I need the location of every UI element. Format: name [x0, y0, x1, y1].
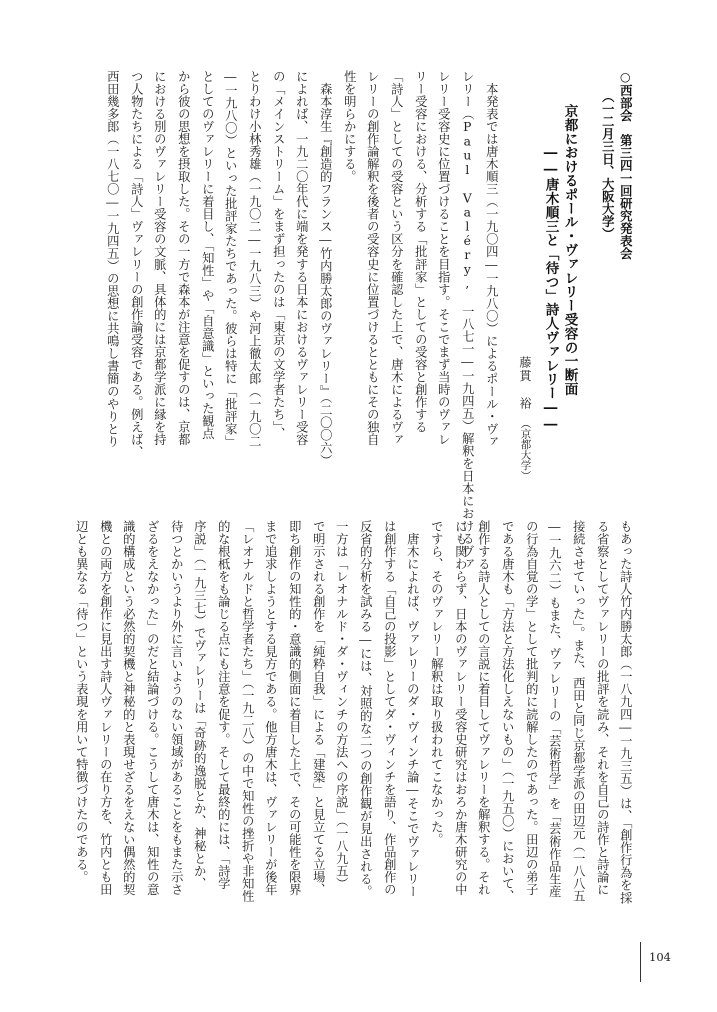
body-line: から彼の思想を摂取した。その一方で森本が注意を促すのは、京都 — [176, 70, 191, 446]
body-line: もあった詩人竹内勝太郎（一八九四―一九三五）は、「創作行為を採 — [618, 520, 633, 904]
page-number-rule — [640, 942, 641, 982]
body-line: 待つとかいうより外に言いようのない領域があることをもまた示さ — [169, 520, 184, 896]
body-line: レリー（Paul Valéry, 一八七一―一九四五）解釈を日本におけるヴァ — [460, 70, 475, 570]
body-line: としてのヴァレリーに着目し、「知性」や「自意識」といった観点 — [200, 70, 215, 440]
body-line: の「メインストリーム」をまず担ったのは「東京の文学者たち」、 — [271, 70, 286, 440]
body-line: レリーの創作論解釈を後者の受容史に位置づけるとともにその独自 — [365, 70, 380, 446]
body-line: 接続させていった」。また、西田と同じ京都学派の田辺元（一八八五 — [571, 520, 586, 903]
author-name: 藤貫 裕 — [518, 356, 532, 411]
body-line: における別のヴァレリー受容の文脈、具体的には京都学派に縁を持 — [152, 70, 167, 446]
body-line: ―一九八〇）といった批評家たちであった。彼らは特に「批評家」 — [223, 70, 238, 448]
body-line: レリー受容史に位置づけることを目指す。そこでまず当時のヴァレ — [436, 70, 451, 446]
body-line: の行為自覚の学」として批判的に読解したのであった。田辺の弟子 — [524, 520, 539, 896]
body-line: 的な根柢をも論じる点にも注意を促す。そして最終的には、「詩学 — [216, 520, 231, 890]
body-line: 機との両方を創作に見出す詩人ヴァレリーの在り方を、竹内とも田 — [98, 520, 113, 896]
body-line: 序説」（一九三七）でヴァレリーは「奇跡的逸脱とか、神秘とか、 — [192, 520, 207, 890]
body-line: にも関わらず、日本のヴァレリー受容史研究はおろか唐木研究の中 — [453, 520, 468, 896]
body-line: によれば、一九二〇年代に端を発する日本におけるヴァレリー受容 — [294, 70, 309, 446]
body-line: 唐木によれば、ヴァレリーのダ・ヴィンチ論―そこでヴァレリー — [405, 520, 420, 898]
body-line: 一方は「レオナルド・ダ・ヴィンチの方法への序説」（一八九五） — [334, 520, 349, 890]
body-line: 本発表では唐木順三（一九〇四―一九八〇）によるポール・ヴァ — [484, 70, 499, 448]
body-line: は創作する「自己の投影」としてダ・ヴィンチを語り、作品創作の — [382, 520, 397, 896]
body-line: 辺とも異なる「待つ」という表現を用いて特徴づけたのである。 — [74, 520, 89, 884]
body-line: リー受容における、分析する「批評家」としての受容と創作する — [413, 70, 428, 434]
article-subtitle: ――唐木順三と「待つ」詩人ヴァレリー―― — [542, 145, 559, 433]
body-line: 創作する詩人としての言説に着目してヴァレリーを解釈する。それ — [476, 520, 491, 896]
body-line: 反省的分析を試みる―には、対照的な二つの創作観が見出される。 — [358, 520, 373, 898]
body-line: まで追求しようとする見方である。他方唐木は、ヴァレリーが後年 — [263, 520, 278, 896]
body-line: 性を明らかにする。 — [342, 70, 357, 183]
article-title: 京都におけるポール・ヴァレリー受容の一断面 — [561, 104, 578, 396]
body-line: とりわけ小林秀雄（一九〇二―一九八三）や河上徹太郎（一九〇二 — [247, 70, 262, 448]
body-line: 即ち創作の知性的・意識的側面に着目した上で、その可能性を限界 — [287, 520, 302, 896]
body-line: 「レオナルドと哲学者たち」（一九二八）の中で知性の挫折や非知性 — [240, 520, 255, 903]
date-place: （一二月三日、大阪大学） — [600, 90, 615, 241]
body-line: ざるをえなかった」のだと結論づける。こうして唐木は、知性の意 — [145, 520, 160, 896]
body-line: つ人物たちによる「詩人」ヴァレリーの創作論受容である。例えば、 — [129, 70, 144, 459]
body-line: である唐木も「方法と方法化しえないもの」（一九五〇）において、 — [500, 520, 515, 903]
body-line: で明示される創作を「純粋自我」による「建築」と見立てる立場、 — [311, 520, 326, 896]
body-line: 森本淳生『創造的フランス―竹内勝太郎のヴァレリー』（二〇〇六） — [318, 70, 333, 467]
body-line: 西田幾多郎（一八七〇―一九四五）の思想に共鳴し書簡のやりとり — [105, 70, 120, 448]
body-line: 「詩人」としての受容という区分を確認した上で、唐木によるヴァ — [389, 70, 404, 446]
body-line: 識的構成という必然的契機と神秘的と表現せざるをえない偶然的契 — [121, 520, 136, 896]
session-heading: ○西部会 第三四一回研究発表会 — [618, 70, 633, 260]
body-line: ―一九六二）もまた、ヴァレリーの「芸術哲学」を「芸術作品生産 — [547, 520, 562, 898]
body-line: る省察としてヴァレリーの批評を読み、それを自己の詩作と詩論に — [595, 520, 610, 896]
body-line: ですら、そのヴァレリー解釈は取り扱われてこなかった。 — [429, 520, 444, 846]
page-number: 104 — [649, 950, 671, 964]
author-affiliation: （京都大学） — [519, 418, 532, 481]
